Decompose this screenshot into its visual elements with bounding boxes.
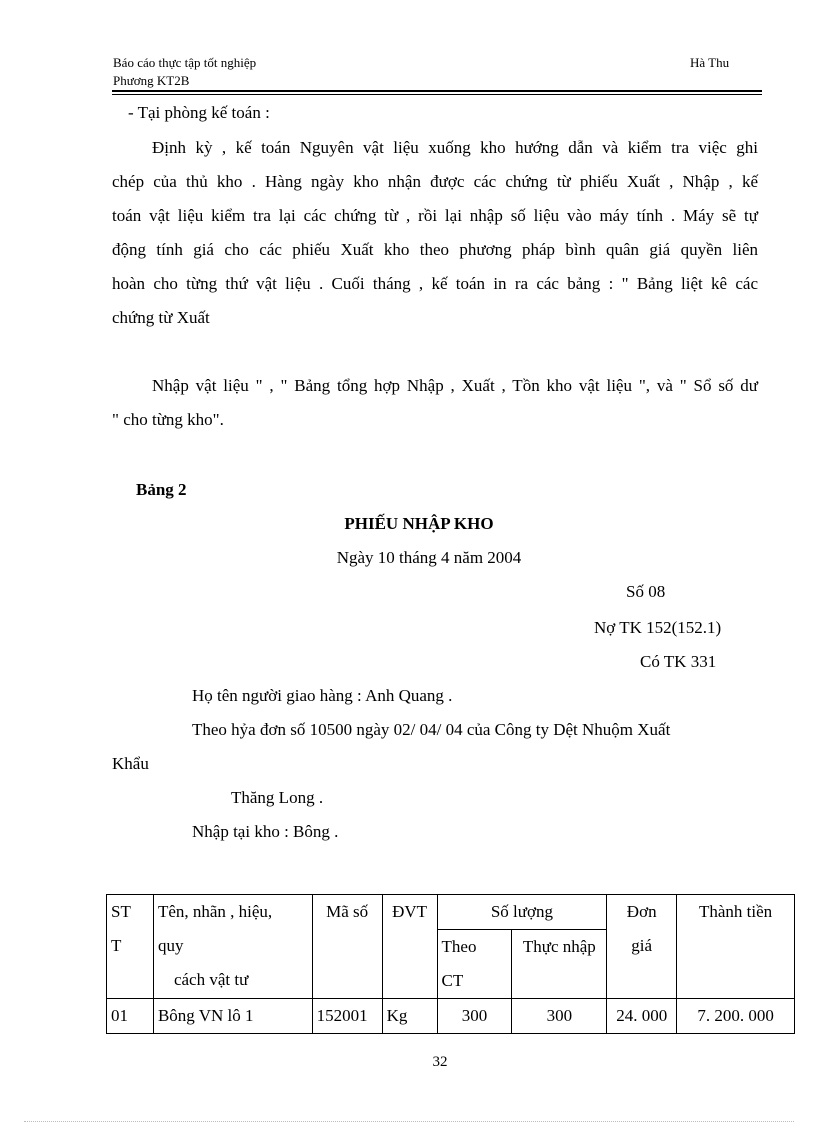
header-class: Phương KT2B [113, 73, 190, 88]
header-qty-per-document: Theo CT [437, 930, 512, 999]
paragraph-line: Định kỳ , kế toán Nguyên vật liệu xuống kho hướng dẫn và kiểm tra việc ghi [152, 138, 758, 157]
header-item-name: Tên, nhãn , hiệu, quy cách vật tư [153, 895, 312, 999]
invoice-line: Khẩu [112, 754, 149, 773]
paragraph-line: " cho từng kho". [112, 410, 224, 429]
cell-stt: 01 [107, 999, 154, 1034]
cell-qty-per-document: 300 [437, 999, 512, 1034]
header-unit: ĐVT [382, 895, 437, 999]
header-code: Mã số [312, 895, 382, 999]
header-qty-actual: Thực nhập [512, 930, 607, 999]
receipt-table [106, 894, 795, 1034]
table-label: Bảng 2 [136, 480, 187, 499]
header-quantity: Số lượng [437, 895, 607, 930]
page-bottom-divider [24, 1121, 794, 1122]
paragraph-line: chứng từ Xuất [112, 308, 210, 327]
credit-account: Có TK 331 [640, 652, 717, 671]
cell-amount: 7. 200. 000 [677, 999, 795, 1034]
debit-account: Nợ TK 152(152.1) [594, 618, 722, 637]
page-number: 32 [432, 1054, 448, 1070]
header-rule-thin [112, 94, 762, 95]
header-report-title: Báo cáo thực tập tốt nghiệp [113, 55, 257, 70]
table-row [107, 999, 795, 1034]
cell-item-name: Bông VN lô 1 [153, 999, 312, 1034]
form-number: Số 08 [626, 582, 666, 601]
paragraph-line: toán vật liệu kiểm tra lại các chứng từ , rồi lại nhập số liệu vào máy tính . Máy sẽ tự [112, 206, 758, 225]
paragraph-line: chép của thủ kho . Hàng ngày kho nhận được các chứng từ phiếu Xuất , Nhập , kế [112, 172, 758, 191]
header-unit-price: Đơn giá [607, 895, 677, 999]
warehouse-line: Nhập tại kho : Bông . [192, 822, 339, 841]
paragraph-line: động tính giá cho các phiếu Xuất kho theo phương pháp bình quân giá quyền liên [112, 240, 758, 259]
header-amount: Thành tiền [677, 895, 795, 999]
invoice-line: Thăng Long . [231, 788, 324, 807]
header-stt: ST T [107, 895, 154, 999]
header-author: Hà Thu [690, 55, 730, 70]
header-rule-thick [112, 90, 762, 92]
paragraph-line: Nhập vật liệu " , " Bảng tổng hợp Nhập , Xuất , Tồn kho vật liệu ", và " Sổ số dư [152, 376, 758, 395]
paragraph-line: hoàn cho từng thứ vật liệu . Cuối tháng , kế toán in ra các bảng : " Bảng liệt kê các [112, 274, 758, 293]
deliverer-line: Họ tên người giao hàng : Anh Quang . [192, 686, 453, 705]
running-header-left [113, 54, 256, 90]
cell-code: 152001 [312, 999, 382, 1034]
invoice-line: Theo hỷa đơn số 10500 ngày 02/ 04/ 04 của Công ty Dệt Nhuộm Xuất [192, 720, 671, 739]
form-title: PHIẾU NHẬP KHO [344, 514, 494, 533]
cell-unit: Kg [382, 999, 437, 1034]
cell-qty-actual: 300 [512, 999, 607, 1034]
cell-unit-price: 24. 000 [607, 999, 677, 1034]
section-heading: - Tại phòng kế toán : [128, 103, 270, 122]
table-header-row [107, 895, 795, 930]
form-date: Ngày 10 tháng 4 năm 2004 [336, 548, 522, 567]
